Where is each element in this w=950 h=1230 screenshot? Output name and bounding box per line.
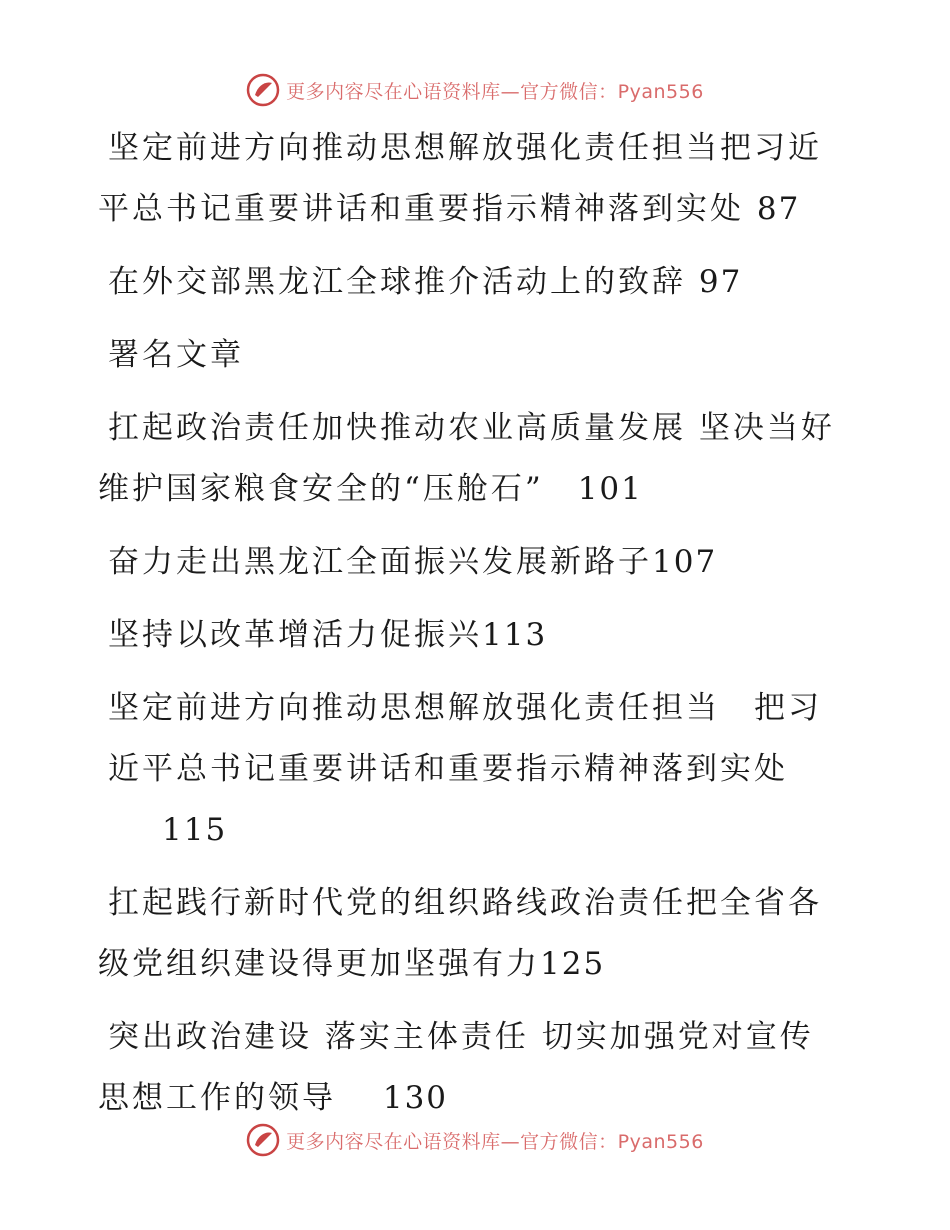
header-banner [0,70,950,110]
toc-entry[interactable] [98,678,898,861]
toc-entry-line: 维护国家粮食安全的“压舱石” [98,471,544,507]
brand-logo-icon [246,1123,280,1157]
toc-entry-line: 坚持以改革增活力促振兴 [108,617,482,653]
table-of-contents [98,118,898,1141]
toc-page-number: 115 [162,812,228,848]
footer-banner-text: 更多内容尽在心语资料库—官方微信：Pyan556 [286,1130,704,1153]
toc-entry-line: 坚定前进方向推动思想解放强化责任担当把习近 [108,130,822,166]
toc-page-number: 130 [382,1080,449,1116]
toc-entry[interactable] [98,252,898,313]
toc-entry[interactable] [98,532,898,593]
toc-entry[interactable] [98,873,898,995]
toc-entry[interactable] [98,398,898,520]
toc-entry-line: 在外交部黑龙江全球推介活动上的致辞 [108,264,686,300]
toc-entry-line: 奋力走出黑龙江全面振兴发展新路子 [108,544,652,580]
toc-entry-line: 坚定前进方向推动思想解放强化责任担当 把习 [108,690,822,726]
toc-section-heading-text: 署名文章 [108,337,244,373]
toc-section-heading [98,325,898,386]
toc-page-number: 97 [698,264,743,300]
toc-entry-line: 级党组织建设得更加坚强有力 [98,946,540,982]
toc-page-number: 113 [482,617,548,653]
toc-entry-line: 扛起践行新时代党的组织路线政治责任把全省各 [108,885,822,921]
footer-banner [0,1120,950,1160]
toc-entry-line: 突出政治建设 落实主体责任 切实加强党对宣传 [108,1019,814,1055]
toc-page-number: 101 [577,471,643,507]
toc-entry[interactable] [98,1007,898,1129]
header-banner-text: 更多内容尽在心语资料库—官方微信：Pyan556 [286,80,704,103]
toc-page-number: 107 [652,544,718,580]
toc-entry[interactable] [98,118,898,240]
toc-page-number: 125 [540,946,606,982]
toc-entry-line: 思想工作的领导 [98,1080,336,1116]
toc-entry-line: 扛起政治责任加快推动农业高质量发展 坚决当好 [108,410,835,446]
toc-page-number: 87 [756,191,801,227]
toc-entry-line: 近平总书记重要讲话和重要指示精神落到实处 [108,751,788,787]
brand-logo-icon [246,73,280,107]
toc-entry-line: 平总书记重要讲话和重要指示精神落到实处 [98,191,744,227]
toc-entry[interactable] [98,605,898,666]
